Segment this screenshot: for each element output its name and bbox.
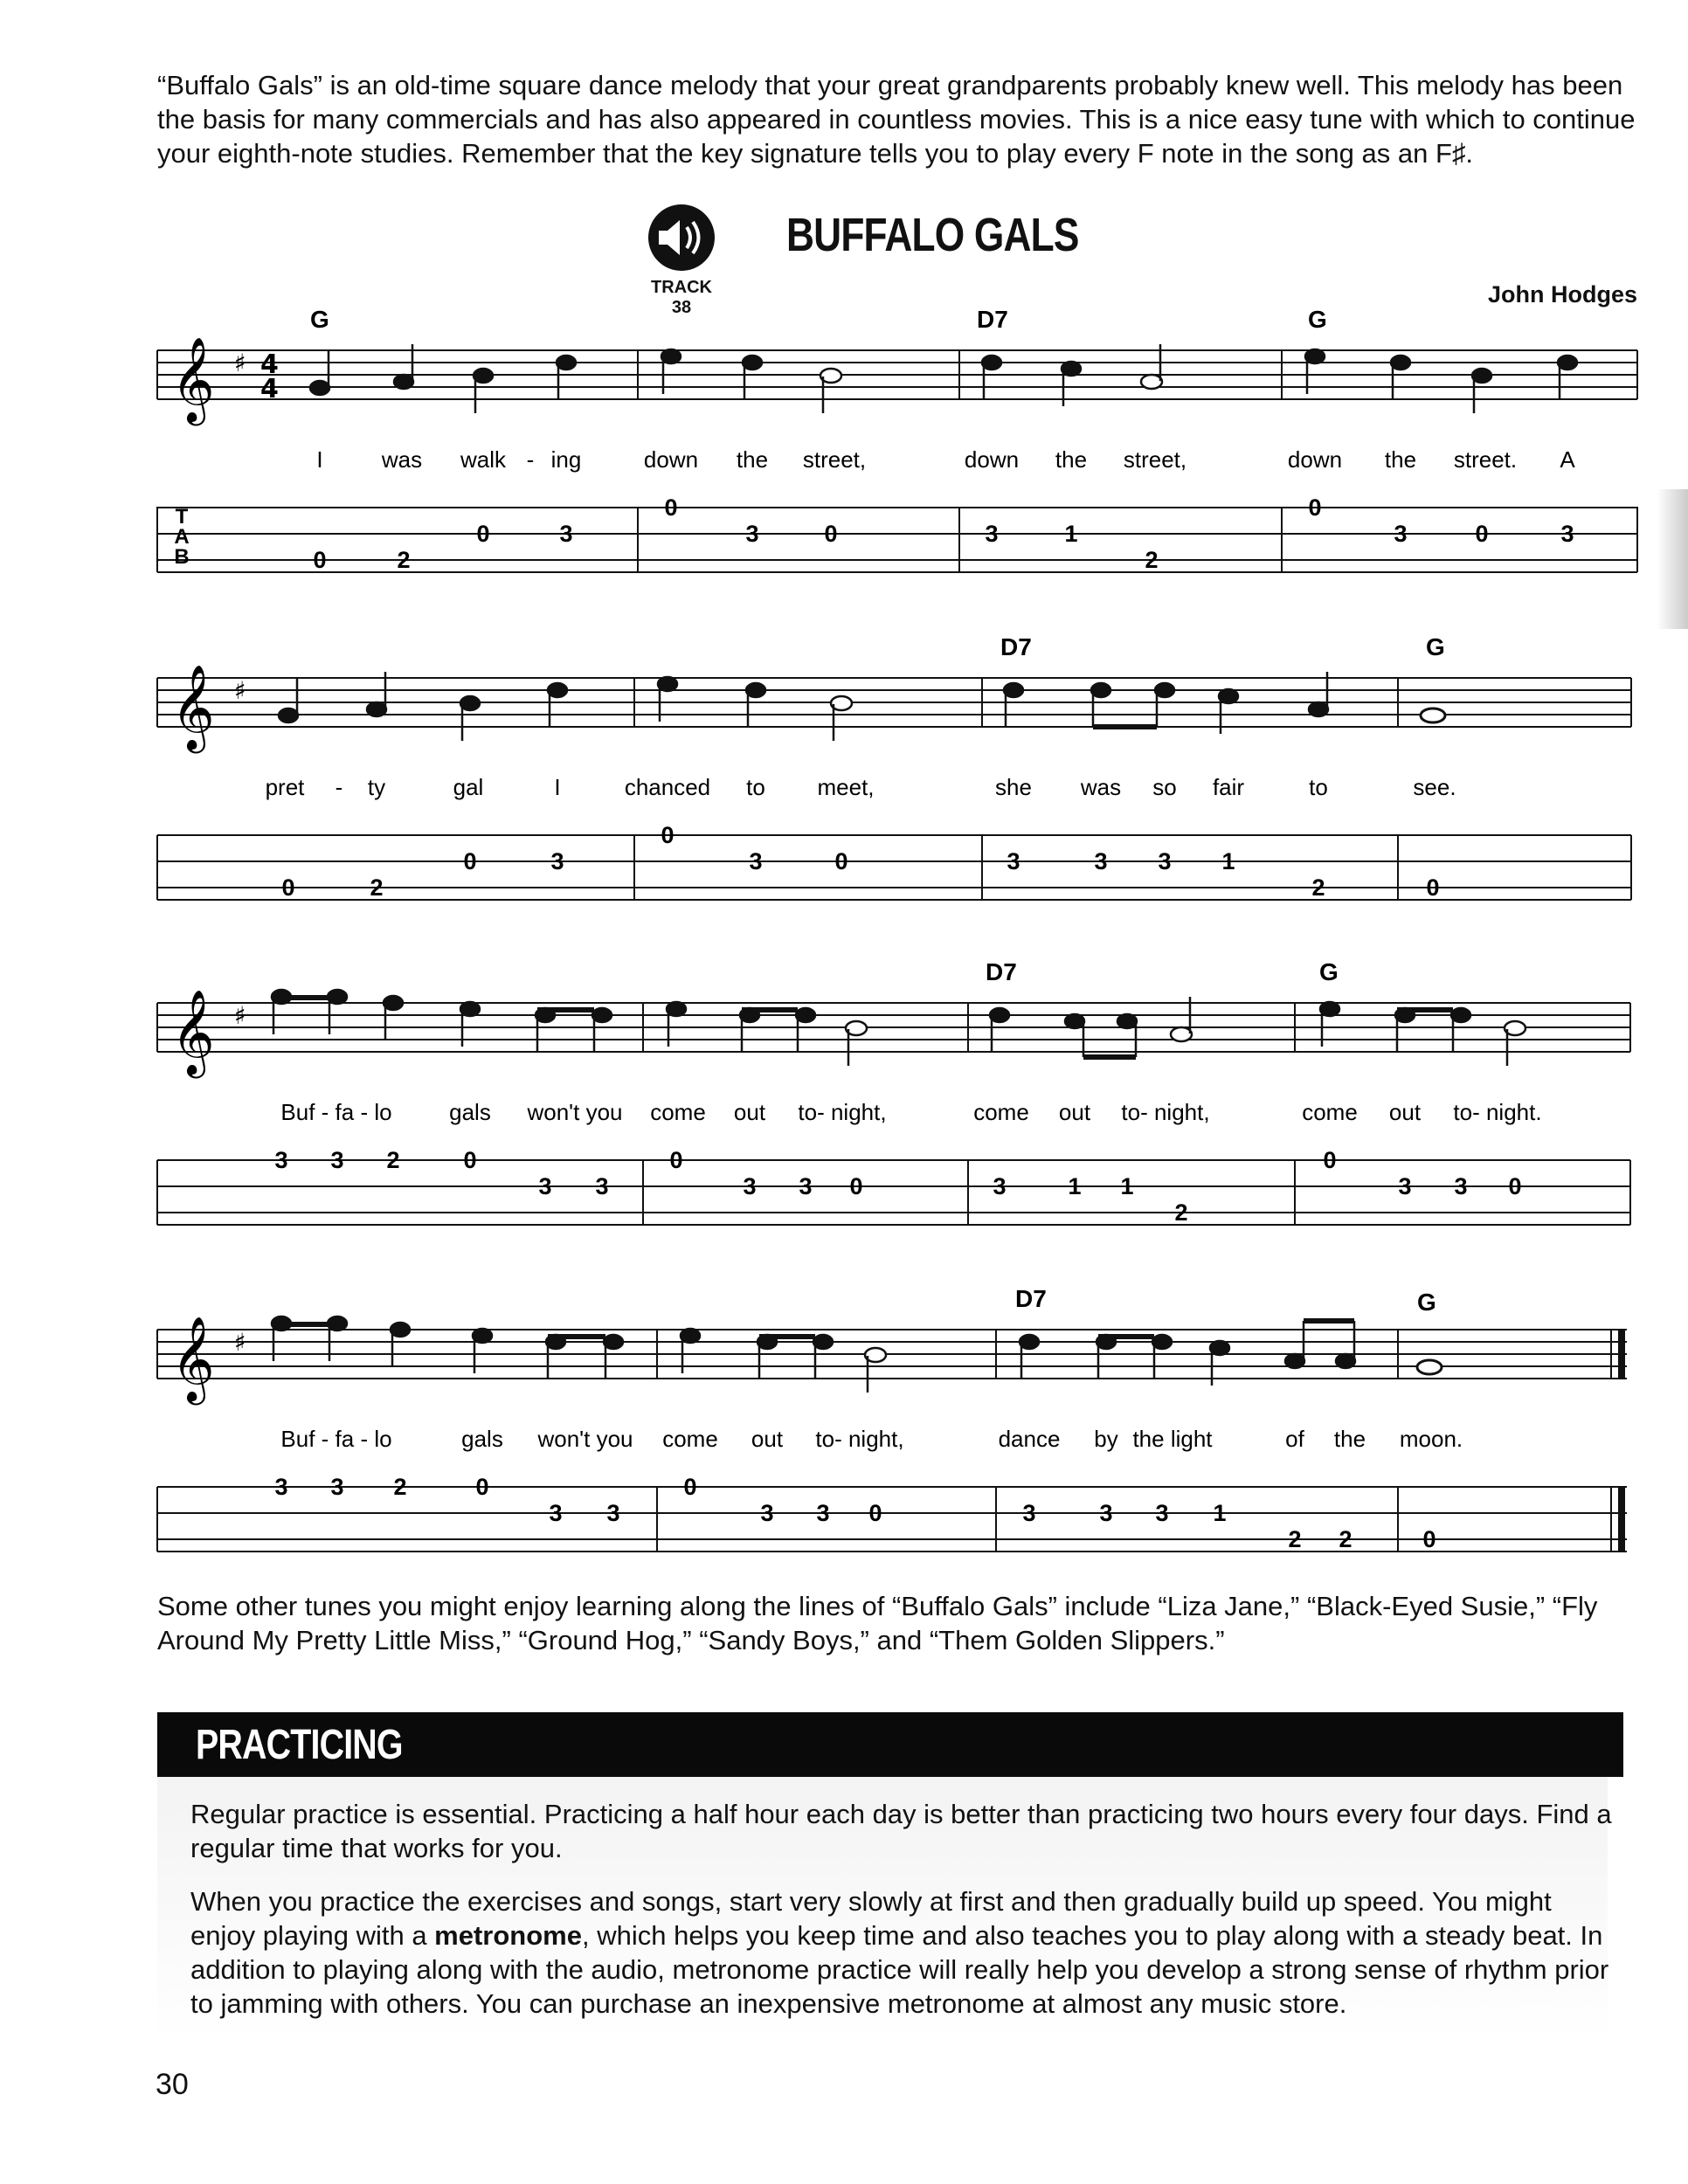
lyric: the <box>1384 446 1417 473</box>
lyric: gals <box>461 1426 503 1452</box>
chord: G <box>1308 306 1327 333</box>
svg-text:𝄞: 𝄞 <box>171 1316 215 1401</box>
tab-number: 0 <box>475 1474 489 1500</box>
tab-number: 3 <box>743 1173 757 1199</box>
tab-number: 0 <box>313 547 327 573</box>
time-sig-bottom: 4 <box>260 374 279 404</box>
chord: D7 <box>977 306 1008 333</box>
tab-number: 0 <box>849 1173 863 1199</box>
lyric: the <box>736 446 769 473</box>
lyric: of <box>1285 1426 1304 1452</box>
tab-number: 0 <box>1323 1147 1337 1173</box>
chord: D7 <box>986 958 1017 985</box>
tab-number: 3 <box>816 1500 830 1526</box>
tab-number: 3 <box>559 521 573 547</box>
lyric: gals <box>449 1099 491 1125</box>
lyric: out <box>733 1099 766 1125</box>
outro-paragraph: Some other tunes you might enjoy learning along the lines of “Buffalo Gals” include “Liza Jane,” “Black-Eyed Susie,” “Fly Around My Pretty Little Miss,” “Ground Hog,” “Sandy Boys,” and “Them Golden Slippers.” <box>157 1591 1598 1655</box>
lyric: come <box>1302 1099 1358 1125</box>
lyric: - <box>335 774 343 800</box>
tab-number: 3 <box>606 1500 620 1526</box>
lyric: I <box>554 774 561 800</box>
tab-number: 0 <box>824 521 838 547</box>
tab-number: 3 <box>745 521 759 547</box>
lyric: out <box>1388 1099 1422 1125</box>
tab-number: 0 <box>1475 521 1489 547</box>
tab-number: 3 <box>799 1173 813 1199</box>
chord: G <box>1426 633 1445 660</box>
lyric: the <box>1333 1426 1366 1452</box>
lyric: I <box>316 446 323 473</box>
tab-number: 3 <box>1560 521 1574 547</box>
tab-number: 1 <box>1221 848 1235 874</box>
tab-number: 2 <box>1339 1526 1352 1552</box>
tab-number: 2 <box>1288 1526 1302 1552</box>
lyric: to <box>746 774 765 800</box>
section-title: PRACTICING <box>196 1722 403 1768</box>
practice-text: When you practice the exercises and songs, start very slowly at first and then gradually build up speed. You might enjoy playing with a <box>190 1886 1552 1951</box>
tab-number: 3 <box>749 848 763 874</box>
svg-text:♯: ♯ <box>234 1328 246 1357</box>
tab-number: 3 <box>550 848 564 874</box>
tab-number: 2 <box>386 1147 400 1173</box>
tab-number: 3 <box>330 1474 344 1500</box>
svg-text:♯: ♯ <box>234 1001 246 1030</box>
music-system-2 <box>0 629 1688 917</box>
section-header <box>157 1712 1623 1777</box>
tab-letter: T <box>175 505 189 529</box>
tab-letter: A <box>174 525 190 549</box>
music-system-3 <box>0 954 1688 1242</box>
tab-number: 2 <box>1311 874 1325 901</box>
tab-number: 2 <box>397 547 411 573</box>
tab-number: 3 <box>1007 848 1020 874</box>
tab-number: 2 <box>370 874 384 901</box>
lyric: so <box>1152 774 1177 800</box>
lyric: moon. <box>1399 1426 1463 1452</box>
tab-number: 0 <box>1426 874 1440 901</box>
song-title: BUFFALO GALS <box>786 209 1079 261</box>
svg-text:𝄞: 𝄞 <box>171 989 215 1075</box>
tab-number: 0 <box>868 1500 882 1526</box>
tab-number: 0 <box>463 848 477 874</box>
lyric: won't you <box>527 1099 623 1125</box>
practice-text: , which helps you keep time and also teaches you to play along with a steady beat. In addition to playing along with the audio, metronome practice will really help you develop a strong sense of rhythm prior to jamming with others. You can purchase an inexpensive metronome at almost any music store. <box>190 1920 1609 2019</box>
chord: D7 <box>1015 1285 1047 1312</box>
time-sig-top: 4 <box>260 349 279 380</box>
lyric: gal <box>453 774 484 800</box>
tab-number: 3 <box>993 1173 1007 1199</box>
chord: G <box>310 306 329 333</box>
tab-number: 1 <box>1120 1173 1134 1199</box>
tab-number: 2 <box>1174 1199 1188 1226</box>
lyric: by <box>1094 1426 1118 1452</box>
lyric: - <box>526 446 535 473</box>
intro-paragraph: “Buffalo Gals” is an old-time square dance melody that your great grandparents probably knew well. This melody has been the basis for many commercials and has also appeared in countless movies. This is a nice easy tune with which to continue your eighth-note studies. Remember that the key signature tells you to play every F note in the song as an F♯. <box>157 70 1636 169</box>
lyric: to- night, <box>815 1426 904 1452</box>
tab-number: 0 <box>463 1147 477 1173</box>
music-system-4 <box>0 1281 1688 1569</box>
tab-number: 0 <box>1422 1526 1436 1552</box>
lyric: street, <box>1123 446 1187 473</box>
tab-number: 0 <box>664 494 678 521</box>
lyric: pret <box>265 774 305 800</box>
tab-number: 3 <box>274 1147 288 1173</box>
tab-number: 1 <box>1213 1500 1227 1526</box>
lyric: see. <box>1413 774 1456 800</box>
lyric: come <box>662 1426 718 1452</box>
page-edge-shadow <box>1657 489 1688 629</box>
lyric: she <box>995 774 1032 800</box>
lyric: out <box>751 1426 784 1452</box>
composer: John Hodges <box>1487 281 1637 308</box>
lyric: street. <box>1453 446 1518 473</box>
track-label: TRACK 38 <box>651 278 712 317</box>
chord: D7 <box>1000 633 1032 660</box>
lyric: ty <box>367 774 386 800</box>
tab-number: 3 <box>1099 1500 1113 1526</box>
lyric: to <box>1309 774 1328 800</box>
lyric: down <box>643 446 699 473</box>
practice-paragraph-1: Regular practice is essential. Practicing a half hour each day is better than practicing two hours every four days. Find a regular time that works for you. <box>190 1799 1612 1863</box>
svg-text:𝄞: 𝄞 <box>171 664 215 750</box>
notes <box>310 344 1577 413</box>
tab-number: 3 <box>1022 1500 1036 1526</box>
tab-number: 3 <box>760 1500 774 1526</box>
tab-number: 0 <box>669 1147 683 1173</box>
tab-number: 3 <box>330 1147 344 1173</box>
music-system-1 <box>0 301 1688 590</box>
tab-number: 0 <box>834 848 848 874</box>
tab-number: 2 <box>1145 547 1159 573</box>
tab-number: 2 <box>393 1474 407 1500</box>
tab-number: 0 <box>281 874 295 901</box>
lyric: meet, <box>817 774 875 800</box>
lyric: A <box>1560 446 1575 473</box>
tab-number: 3 <box>595 1173 609 1199</box>
tab-number: 3 <box>1398 1173 1412 1199</box>
tab-number: 3 <box>1155 1500 1169 1526</box>
tab-number: 1 <box>1064 521 1078 547</box>
lyric: dance <box>998 1426 1061 1452</box>
notation-svg-4 <box>0 1281 1688 1569</box>
tab-number: 0 <box>476 521 490 547</box>
tab-number: 3 <box>1454 1173 1468 1199</box>
tab-number: 1 <box>1068 1173 1082 1199</box>
lyric: down <box>964 446 1020 473</box>
lyric: the <box>1055 446 1088 473</box>
lyric: fair <box>1212 774 1245 800</box>
lyric: Buf - fa - lo <box>280 1426 392 1452</box>
lyric: to- night. <box>1453 1099 1542 1125</box>
tab-number: 0 <box>1308 494 1322 521</box>
tab-number: 0 <box>683 1474 697 1500</box>
lyric: Buf - fa - lo <box>280 1099 392 1125</box>
tab-lines <box>157 507 1637 572</box>
treble-clef: 𝄞 <box>171 336 215 422</box>
tab-number: 3 <box>1094 848 1108 874</box>
notation-svg-3 <box>0 954 1688 1242</box>
lyric: come <box>973 1099 1029 1125</box>
notation-svg-1 <box>0 301 1688 590</box>
chord: G <box>1417 1289 1436 1316</box>
page-number: 30 <box>156 2068 189 2101</box>
speaker-icon <box>647 203 716 273</box>
staff-lines <box>157 350 1637 399</box>
lyric: to- night, <box>1121 1099 1210 1125</box>
tab-number: 3 <box>1394 521 1408 547</box>
notation-svg-2 <box>0 629 1688 917</box>
lyric: chanced <box>624 774 711 800</box>
svg-text:♯: ♯ <box>234 676 246 705</box>
tab-number: 3 <box>274 1474 288 1500</box>
tab-number: 3 <box>538 1173 552 1199</box>
lyric: was <box>381 446 423 473</box>
tab-number: 0 <box>1508 1173 1522 1199</box>
lyric: to- night, <box>798 1099 887 1125</box>
tab-number: 0 <box>661 822 675 848</box>
tab-letter: B <box>174 545 190 569</box>
lyric: street, <box>802 446 867 473</box>
lyric: won't you <box>537 1426 633 1452</box>
tab-number: 3 <box>549 1500 563 1526</box>
lyric: was <box>1080 774 1122 800</box>
lyric: come <box>650 1099 706 1125</box>
lyric: down <box>1287 446 1343 473</box>
tab-number: 3 <box>985 521 999 547</box>
lyric: the light <box>1132 1426 1213 1452</box>
tab-number: 3 <box>1158 848 1172 874</box>
key-sharp: ♯ <box>234 349 246 377</box>
lyric: walk <box>460 446 507 473</box>
lyric: ing <box>550 446 582 473</box>
metronome-term: metronome <box>434 1920 582 1951</box>
practice-paragraph-2 <box>190 1884 1623 2021</box>
lyric: out <box>1058 1099 1091 1125</box>
chord: G <box>1319 958 1339 985</box>
